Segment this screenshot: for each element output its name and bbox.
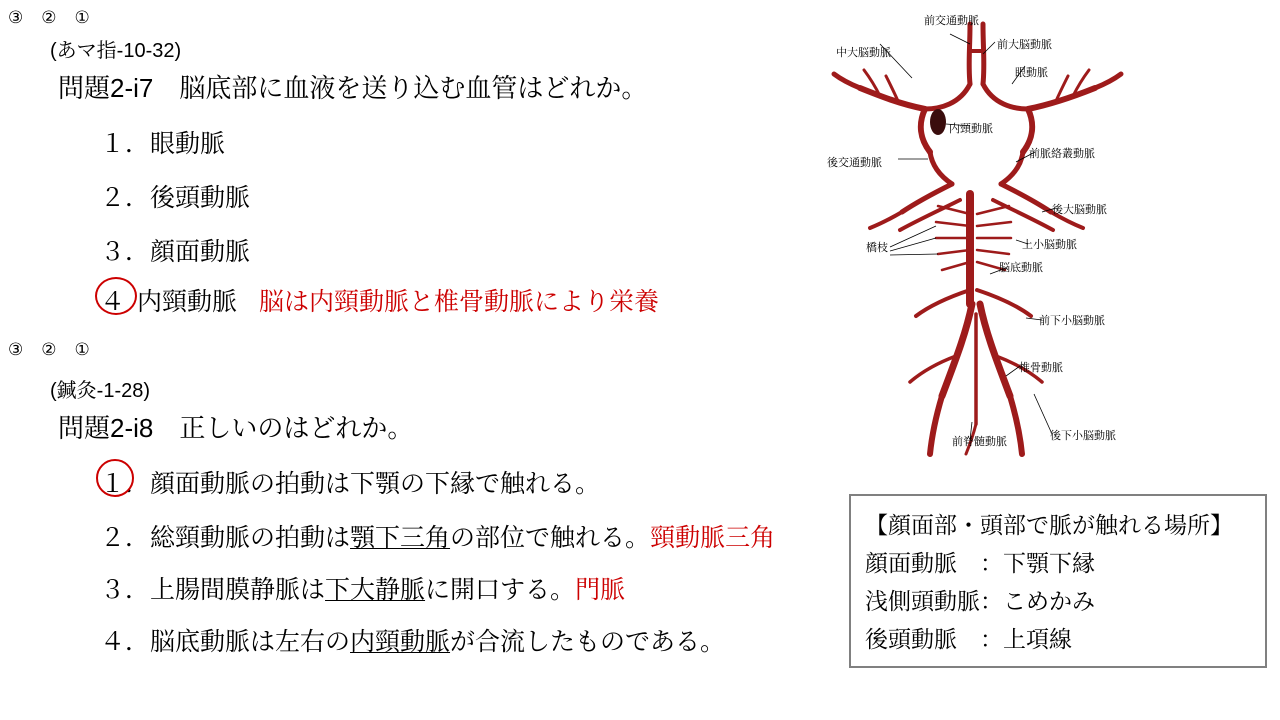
q1-source: (あマ指-10-32) xyxy=(50,40,182,62)
q2-choice-3 xyxy=(100,570,625,606)
q1-choice-3-text: 顔面動脈 xyxy=(150,238,251,266)
figure-label-vertebral: 椎骨動脈 xyxy=(1019,362,1063,374)
q2-choice-3-pre: 上腸間膜静脈は xyxy=(150,576,326,604)
legend-row-2: 浅側頭動脈：こめかみ xyxy=(865,588,1095,614)
figure-label-basilar: 脳底動脈 xyxy=(999,262,1043,274)
q1-answer-circle xyxy=(95,277,137,315)
q1-choice-4 xyxy=(100,282,659,318)
q2-mark-1: ② xyxy=(41,340,57,359)
q2-choice-2 xyxy=(100,518,775,554)
q1-choice-2 xyxy=(100,178,250,214)
q1-choice-1-text: 眼動脈 xyxy=(150,130,226,158)
figure-label-anterior-communicating: 前交通動脈 xyxy=(924,15,979,27)
q2-choice-3-num: ３． xyxy=(100,576,151,604)
legend-box xyxy=(849,494,1267,668)
q1-choice-3 xyxy=(100,232,250,268)
q1-mark-1: ② xyxy=(41,8,57,27)
q2-choice-2-pre: 総頸動脈の拍動は xyxy=(150,524,351,552)
q2-choice-2-annotation: 頸動脈三角 xyxy=(650,524,776,552)
q1-choice-3-num: ３． xyxy=(100,238,151,266)
q2-choice-2-underline: 顎下三角 xyxy=(350,524,451,552)
q2-choice-1 xyxy=(100,464,600,500)
q2-choice-2-post: の部位で触れる。 xyxy=(450,524,651,552)
q2-choice-4-underline: 内頸動脈 xyxy=(350,628,451,656)
q2-choice-3-post: に開口する。 xyxy=(425,576,576,604)
figure-label-ophthalmic: 眼動脈 xyxy=(1015,67,1048,79)
q1-mark-2: ① xyxy=(74,8,90,27)
figure-label-internal-carotid: 内頸動脈 xyxy=(949,123,993,135)
figure-label-aica: 前下小脳動脈 xyxy=(1039,315,1105,327)
q1-choice-1-num: １． xyxy=(100,130,151,158)
q1-mark-0: ③ xyxy=(8,8,24,27)
q2-choice-3-annotation: 門脈 xyxy=(575,576,626,604)
q1-stem: 問題2-i7 脳底部に血液を送り込む血管はどれか。 xyxy=(58,73,648,103)
q2-choice-4-pre: 脳底動脈は左右の xyxy=(150,628,351,656)
q2-choice-4-num: ４． xyxy=(100,628,151,656)
q2-answer-circle xyxy=(96,459,134,497)
q1-choice-1 xyxy=(100,124,225,160)
figure-label-anterior-cerebral: 前大脳動脈 xyxy=(997,39,1052,51)
q2-source: (鍼灸-1-28) xyxy=(50,380,151,402)
figure-label-anterior-spinal: 前脊髄動脈 xyxy=(952,436,1007,448)
figure-label-superior-cerebellar: 上小脳動脈 xyxy=(1022,239,1077,251)
legend-row-1: 顔面動脈 ：下顎下縁 xyxy=(865,550,1095,576)
q1-marks xyxy=(8,8,108,28)
legend-row-3: 後頭動脈 ：上項線 xyxy=(865,626,1072,652)
q1-choice-4-num: ４ xyxy=(100,288,126,316)
q1-choice-2-num: ２． xyxy=(100,184,151,212)
q2-stem: 問題2-i8 正しいのはどれか。 xyxy=(58,413,414,443)
figure-label-pontine-branches: 橋枝 xyxy=(866,242,888,254)
q2-mark-2: ① xyxy=(74,340,90,359)
q2-choice-3-underline: 下大静脈 xyxy=(325,576,426,604)
q2-mark-0: ③ xyxy=(8,340,24,359)
q2-choice-2-num: ２． xyxy=(100,524,151,552)
q1-choice-2-text: 後頭動脈 xyxy=(150,184,251,212)
q1-choice-4-annotation: 脳は内頸動脈と椎骨動脈により栄養 xyxy=(259,288,660,316)
q2-marks xyxy=(8,340,108,360)
figure-label-posterior-cerebral: 後大脳動脈 xyxy=(1052,204,1107,216)
figure-label-posterior-communicating: 後交通動脈 xyxy=(827,157,882,169)
q2-choice-1-text: ．顔面動脈の拍動は下顎の下縁で触れる。 xyxy=(125,470,601,498)
figure-label-middle-cerebral: 中大脳動脈 xyxy=(836,47,891,59)
figure-label-pica: 後下小脳動脈 xyxy=(1050,430,1116,442)
figure-label-anterior-choroidal: 前脈絡叢動脈 xyxy=(1029,148,1095,160)
q2-choice-1-num: １ xyxy=(100,470,126,498)
q2-choice-4-post: が合流したものである。 xyxy=(450,628,726,656)
q1-choice-4-text: 内頸動脈 xyxy=(137,288,238,316)
legend-title: 【顔面部・頭部で脈が触れる場所】 xyxy=(865,512,1233,538)
q2-choice-4 xyxy=(100,622,725,658)
